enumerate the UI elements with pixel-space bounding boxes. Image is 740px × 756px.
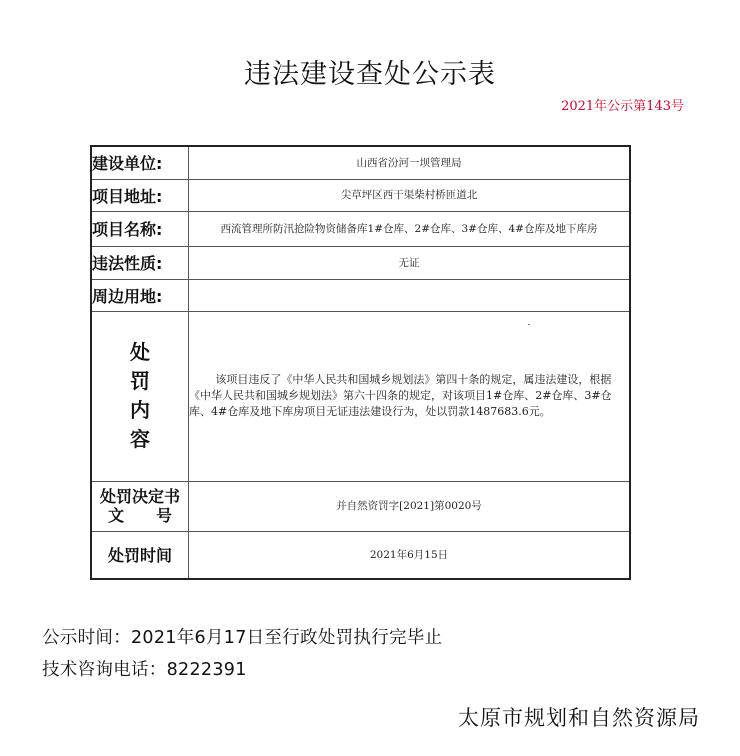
construction-unit-value: 山西省汾河一坝管理局 <box>189 146 631 179</box>
violation-nature-label: 违法性质: <box>91 246 189 279</box>
project-name-value: 西流管理所防汛抢险物资储备库1#仓库、2#仓库、3#仓库、4#仓库及地下库房 <box>189 211 631 246</box>
penalty-date-label: 处罚时间 <box>91 531 189 579</box>
table-row <box>91 179 630 211</box>
table-row <box>91 279 630 311</box>
construction-unit-label: 建设单位: <box>91 146 189 179</box>
project-address-value: 尖草坪区西干渠柴村桥匝道北 <box>189 179 631 211</box>
surrounding-land-label: 周边用地: <box>91 279 189 311</box>
decision-doc-value: 并自然资罚字[2021]第0020号 <box>189 481 631 531</box>
scan-speck <box>528 324 530 325</box>
table-row <box>91 531 630 579</box>
decision-doc-label-line2: 文 号 <box>107 506 172 525</box>
table-row <box>91 481 630 531</box>
publicity-period: 公示时间：2021年6月17日至行政处罚执行完毕止 <box>42 628 443 648</box>
issuing-authority: 太原市规划和自然资源局 <box>458 706 700 730</box>
table-row <box>91 246 630 279</box>
label-char: 内 <box>130 398 150 422</box>
violation-nature-value: 无证 <box>189 246 631 279</box>
consultation-hotline: 技术咨询电话：8222391 <box>42 660 247 680</box>
table-row <box>91 146 630 179</box>
label-char: 处 <box>130 340 150 364</box>
page-title: 违法建设查处公示表 <box>244 59 496 90</box>
label-char: 容 <box>130 427 150 451</box>
penalty-content-value <box>189 311 631 481</box>
table-row <box>91 211 630 246</box>
label-char: 罚 <box>130 369 150 393</box>
penalty-date-value: 2021年6月15日 <box>189 531 631 579</box>
decision-doc-label <box>91 481 189 531</box>
decision-doc-label-line1: 处罚决定书 <box>99 487 180 506</box>
project-name-label: 项目名称: <box>91 211 189 246</box>
document-number: 2021年公示第143号 <box>561 99 684 114</box>
notice-table <box>90 145 631 580</box>
surrounding-land-value <box>189 279 631 311</box>
penalty-content-text: 该项目违反了《中华人民共和国城乡规划法》第四十条的规定，属违法建设，根据《中华人民共和国城乡规划法》第六十四条的规定，对该项目1#仓库、2#仓库、3#仓库、4#仓库及地下库房项目无证违法建设行为，处以罚款1487683.6元。 <box>189 373 612 418</box>
table-row <box>91 311 630 481</box>
project-address-label: 项目地址: <box>91 179 189 211</box>
penalty-content-label <box>91 311 189 481</box>
